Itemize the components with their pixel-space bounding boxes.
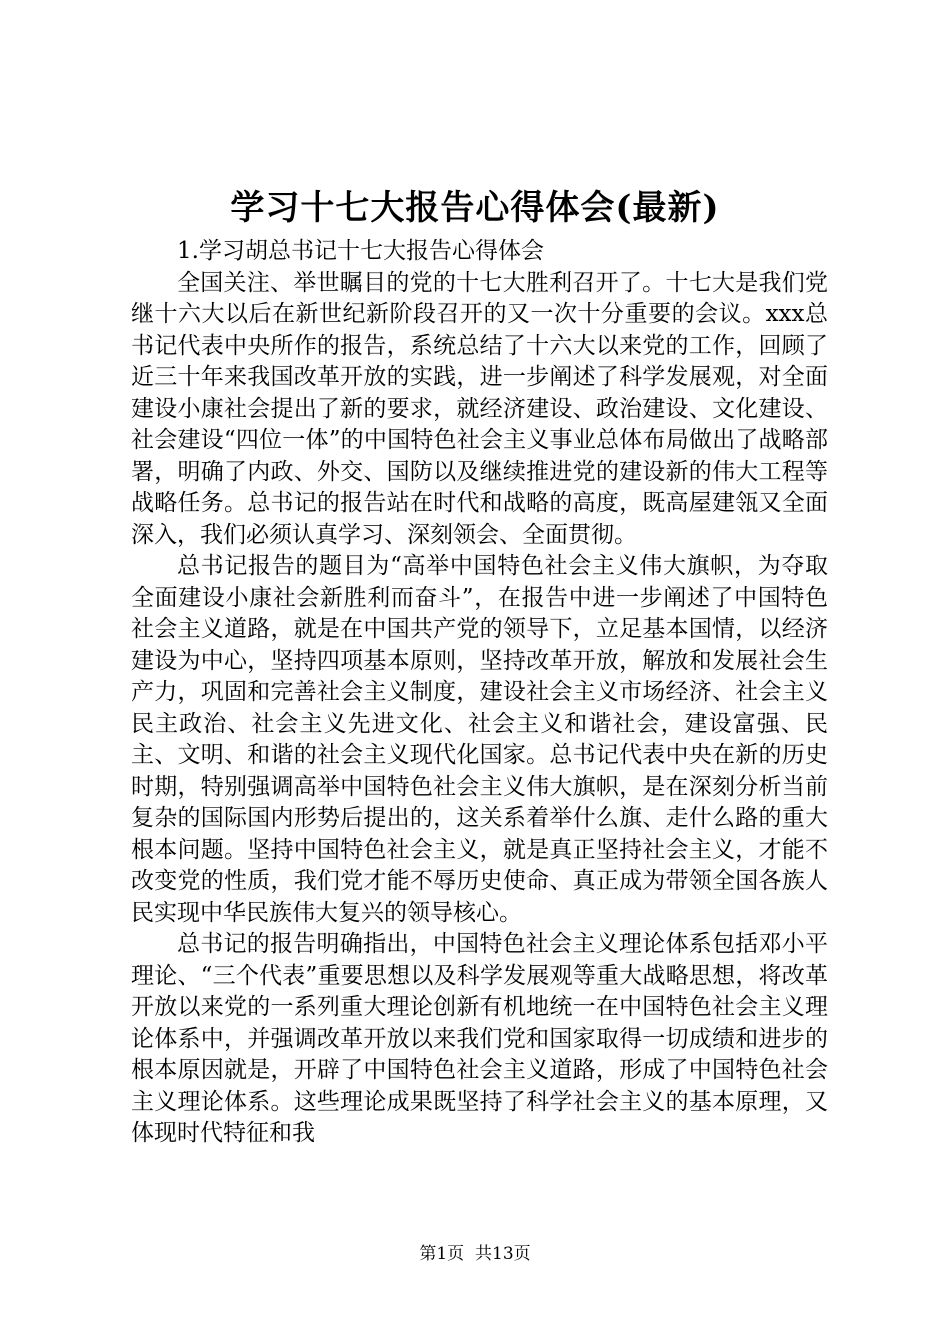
footer-gap bbox=[464, 1244, 475, 1264]
paragraph-1: 全国关注、举世瞩目的党的十七大胜利召开了。十七大是我们党继十六大以后在新世纪新阶段召开的又一次十分重要的会议。xxx总书记代表中央所作的报告，系统总结了十六大以来党的工作，回顾了近三十年来我国改革开放的实践，进一步阐述了科学发展观，对全面建设小康社会提出了新的要求，就经济建设、政治建设、文化建设、社会建设“四位一体”的中国特色社会主义事业总体布局做出了战略部署，明确了内政、外交、国防以及继续推进党的建设新的伟大工程等战略任务。总书记的报告站在时代和战略的高度，既高屋建瓴又全面深入，我们必须认真学习、深刻领会、全面贯彻。 bbox=[131, 269, 828, 548]
section-heading: 1.学习胡总书记十七大报告心得体会 bbox=[177, 238, 544, 264]
paragraph-2: 总书记报告的题目为“高举中国特色社会主义伟大旗帜，为夺取全面建设小康社会新胜利而奋斗”，在报告中进一步阐述了中国特色社会主义道路，就是在中国共产党的领导下，立足基本国情，以经济建设为中心，坚持四项基本原则，坚持改革开放，解放和发展社会生产力，巩固和完善社会主义制度，建设社会主义市场经济、社会主义民主政治、社会主义先进文化、社会主义和谐社会，建设富强、民主、文明、和谐的社会主义现代化国家。总书记代表中央在新的历史时期，特别强调高举中国特色社会主义伟大旗帜，是在深刻分析当前复杂的国际国内形势后提出的，这关系着举什么旗、走什么路的重大根本问题。坚持中国特色社会主义，就是真正坚持社会主义，才能不改变党的性质，我们党才能不辱历史使命、真正成为带领全国各族人民实现中华民族伟大复兴的领导核心。 bbox=[131, 553, 828, 926]
paragraph-3: 总书记的报告明确指出，中国特色社会主义理论体系包括邓小平理论、“三个代表”重要思想以及科学发展观等重大战略思想，将改革开放以来党的一系列重大理论创新有机地统一在中国特色社会主义理论体系中，并强调改革开放以来我们党和国家取得一切成绩和进步的根本原因就是，开辟了中国特色社会主义道路，形成了中国特色社会主义理论体系。这些理论成果既坚持了科学社会主义的基本原理，又体现时代特征和我 bbox=[131, 931, 828, 1146]
document-body bbox=[131, 236, 828, 1150]
page-total: 共13页 bbox=[475, 1244, 531, 1264]
page-number: 第1页 bbox=[419, 1244, 465, 1264]
document-title: 学习十七大报告心得体会(最新) bbox=[230, 188, 720, 228]
page-footer bbox=[0, 1242, 950, 1266]
